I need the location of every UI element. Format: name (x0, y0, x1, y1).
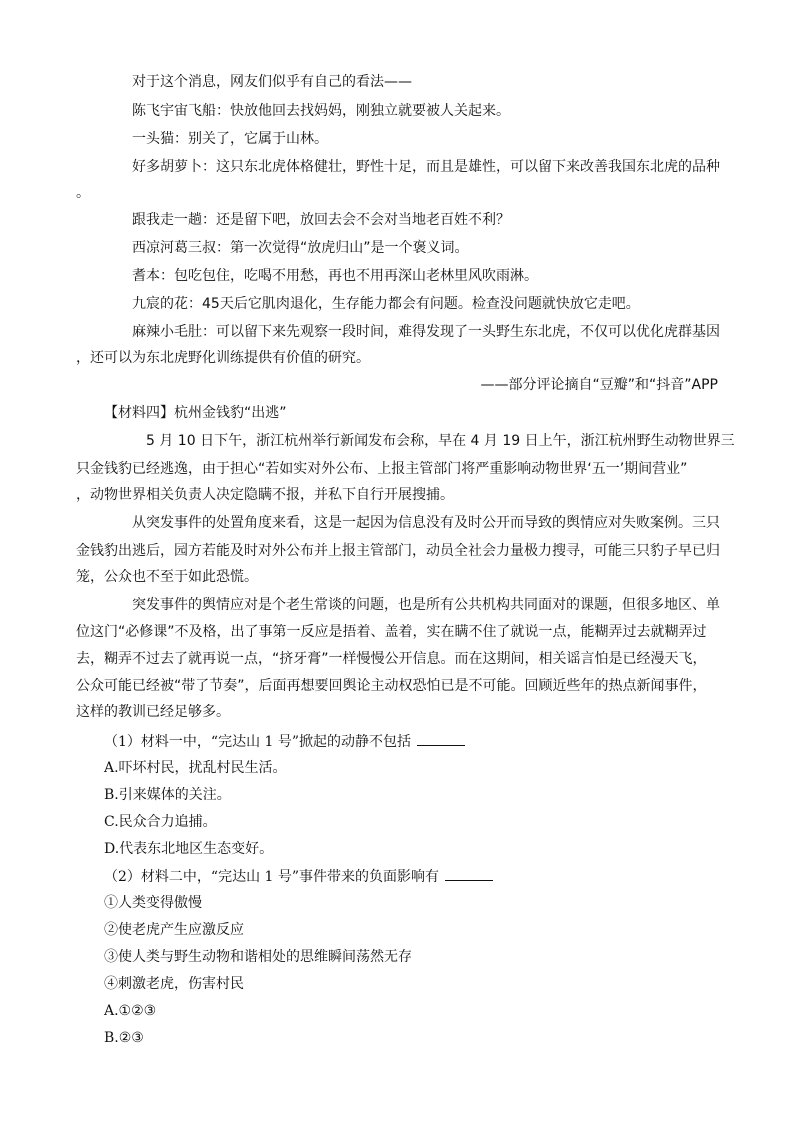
comment-line: 一头猫：别关了，它属于山林。 (132, 131, 328, 147)
answer-blank (417, 731, 465, 746)
comment-line: 九宸的花：45天后它肌肉退化，生存能力都会有问题。检查没问题就快放它走吧。 (132, 296, 640, 312)
comments-source: ——部分评论摘自“豆瓣”和“抖音”APP (480, 377, 718, 393)
material4-line: 公众可能已经被“带了节奏”，后面再想要回舆论主动权恐怕已是不可能。回顾近些年的热点新闻事件， (76, 678, 707, 694)
question-1-stem (104, 731, 465, 752)
q2-item-3: ③使人类与野生动物和谐相处的思维瞬间荡然无存 (104, 949, 412, 965)
comment-line: 西凉河葛三叔：第一次觉得“放虎归山”是一个褒义词。 (132, 240, 469, 256)
q1-option-a: A.吓坏村民，扰乱村民生活。 (104, 760, 287, 776)
material4-line: 这样的教训已经足够多。 (76, 704, 230, 720)
comments-intro: 对于这个消息，网友们似乎有自己的看法—— (132, 74, 412, 90)
material4-line: 突发事件的舆情应对是个老生常谈的问题，也是所有公共机构共同面对的课题，但很多地区、单 (132, 597, 720, 613)
comment-line: 陈飞宇宙飞船：快放他回去找妈妈，刚独立就要被人关起来。 (132, 103, 510, 119)
comment-line: 跟我走一趟：还是留下吧，放回去会不会对当地老百姓不利？ (132, 212, 510, 228)
material4-line: 去，糊弄不过去了就再说一点，“挤牙膏”一样慢慢公开信息。而在这期间，相关谣言怕是已经漫天飞， (76, 651, 707, 667)
material4-heading: 【材料四】杭州金钱豹“出逃” (104, 405, 287, 421)
q2-option-b: B.②③ (104, 1030, 144, 1046)
comment-line: ，还可以为东北虎野化训练提供有价值的研究。 (76, 350, 370, 366)
question-1-text: （1）材料一中，“完达山 1 号”掀起的动静不包括 (104, 734, 412, 750)
material4-line: 金钱豹出逃后，园方若能及时对外公布并上报主管部门，动员全社会力量极力搜寻，可能三只豹子早已归 (76, 543, 720, 559)
q1-option-b: B.引来媒体的关注。 (104, 787, 231, 803)
q2-item-2: ②使老虎产生应激反应 (104, 922, 244, 938)
material4-line: 5 月 10 日下午，浙江杭州举行新闻发布会称，早在 4 月 19 日上午，浙江杭州野生动物世界三 (146, 433, 735, 449)
q2-option-a: A.①②③ (104, 1003, 157, 1019)
comment-line: 麻辣小毛肚：可以留下来先观察一段时间，难得发现了一头野生东北虎，不仅可以优化虎群基因 (132, 324, 720, 340)
material4-line: 只金钱豹已经逃逸，由于担心“若如实对外公布、上报主管部门将严重影响动物世界‘五一’期间营业” (76, 461, 688, 477)
comment-line: 耆本：包吃包住，吃喝不用愁，再也不用再深山老林里风吹雨淋。 (132, 268, 538, 284)
material4-line: 位这门“必修课”不及格，出了事第一反应是捂着、盖着，实在瞒不住了就说一点，能糊弄过去就糊弄过 (76, 624, 707, 640)
q2-item-4: ④刺激老虎，伤害村民 (104, 976, 244, 992)
material4-line: 笼，公众也不至于如此恐慌。 (76, 569, 258, 585)
material4-line: 从突发事件的处置角度来看，这是一起因为信息没有及时公开而导致的舆情应对失败案例。三只 (132, 515, 720, 531)
q2-item-1: ①人类变得傲慢 (104, 895, 202, 911)
comment-line: 好多胡萝卜：这只东北虎体格健壮，野性十足，而且是雄性，可以留下来改善我国东北虎的品种 (132, 159, 720, 175)
question-2-text: （2）材料二中，“完达山 1 号”事件带来的负面影响有 (104, 869, 440, 885)
material4-line: ，动物世界相关负责人决定隐瞒不报，并私下自行开展搜捕。 (76, 487, 454, 503)
q1-option-c: C.民众合力追捕。 (104, 814, 217, 830)
q1-option-d: D.代表东北地区生态变好。 (104, 841, 274, 857)
question-2-stem (104, 866, 493, 887)
answer-blank (445, 866, 493, 881)
comment-line: 。 (76, 185, 90, 201)
